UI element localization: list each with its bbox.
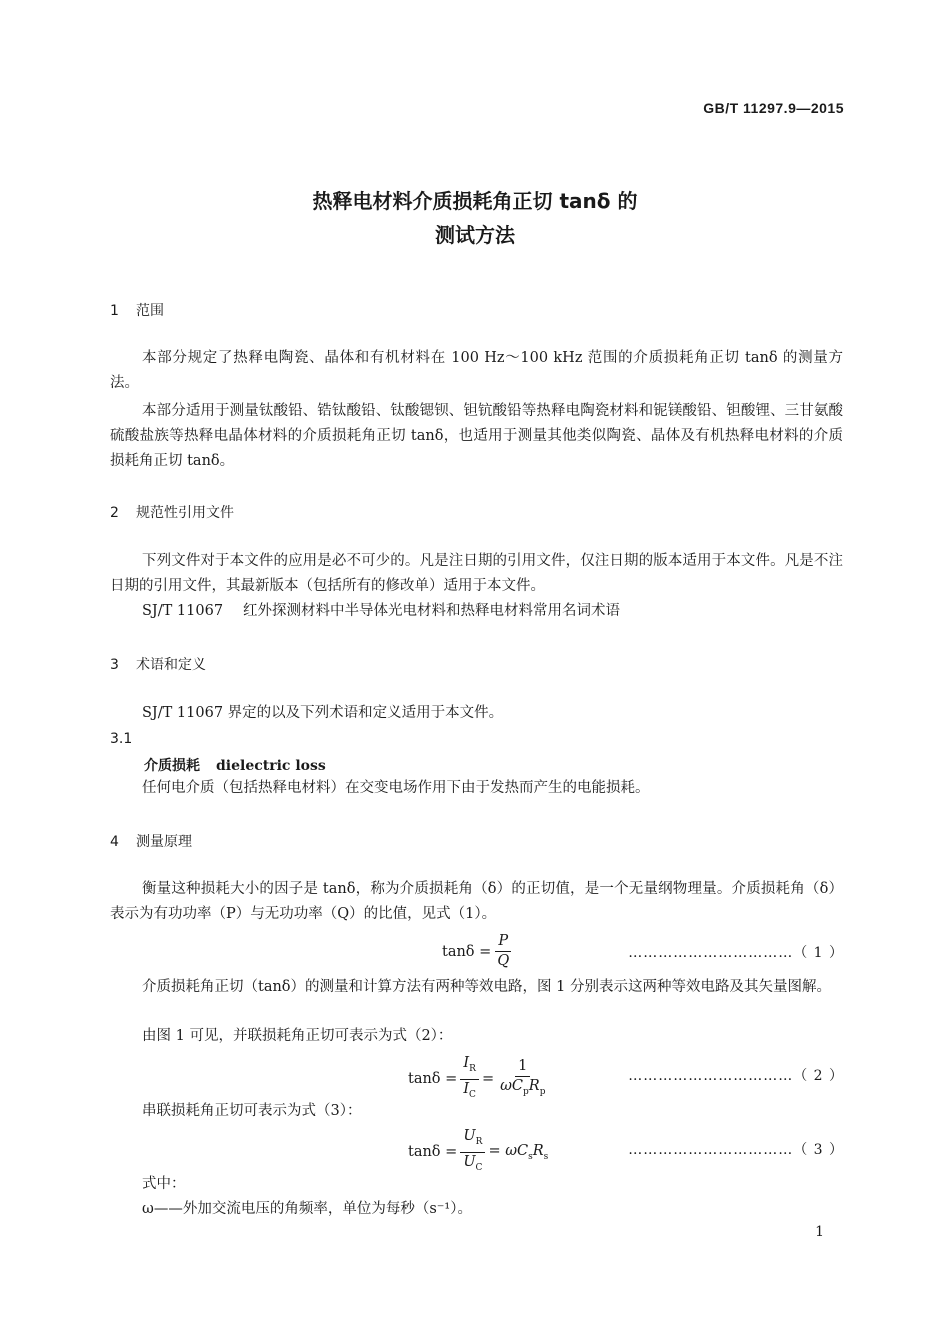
section-1-heading <box>110 300 164 320</box>
formula-lhs: tanδ = <box>408 1071 458 1088</box>
section-3-heading <box>110 654 206 674</box>
section-4-paragraph-1: 衡量这种损耗大小的因子是 tanδ，称为介质损耗角（δ）的正切值，是一个无量纲物理量。介质损耗角（δ）表示为有功功率（P）与无功功率（Q）的比值，见式（1）。 <box>110 881 843 922</box>
section-4-heading <box>110 831 192 851</box>
reference-title: 红外探测材料中半导体光电材料和热释电材料常用名词术语 <box>243 603 621 619</box>
where-label: 式中： <box>142 1176 186 1192</box>
formula-lhs: tanδ = <box>442 943 492 960</box>
section-1-paragraph-2: 本部分适用于测量钛酸铅、锆钛酸铅、钛酸锶钡、钽钪酸铅等热释电陶瓷材料和铌镁酸铅、钽酸锂、三甘氨酸硫酸盐族等热释电晶体材料的介质损耗角正切 tanδ，也适用于测量其他类似陶瓷、晶体及有机热释电材料的介质损耗角正切 tanδ。 <box>110 403 843 469</box>
numerator: P <box>495 932 511 952</box>
numerator: 1 <box>515 1057 530 1077</box>
section-number: 4 <box>110 834 119 850</box>
denominator: $I_C$ <box>463 1080 476 1100</box>
section-title: 规范性引用文件 <box>136 505 234 521</box>
section-number: 3 <box>110 657 119 673</box>
numerator: $I_R$ <box>460 1054 479 1080</box>
term-definition: 任何电介质（包括热释电材料）在交变电场作用下由于发热而产生的电能损耗。 <box>142 780 650 796</box>
term-number: 3.1 <box>110 731 133 747</box>
section-number: 1 <box>110 303 119 319</box>
document-title-line1: 热释电材料介质损耗角正切 tanδ 的 <box>312 189 638 213</box>
formula-3 <box>408 1127 548 1178</box>
section-title: 范围 <box>136 303 164 319</box>
reference-code: SJ/T 11067 <box>142 603 224 619</box>
equation-number-3: ……………………………（ 3 ） <box>628 1142 844 1158</box>
section-number: 2 <box>110 505 119 521</box>
formula-2 <box>408 1054 551 1105</box>
denominator: $U_C$ <box>463 1153 483 1173</box>
section-4-paragraph-4: 串联损耗角正切可表示为式（3）： <box>142 1103 362 1119</box>
section-2-paragraph-1: 下列文件对于本文件的应用是必不可少的。凡是注日期的引用文件，仅注日期的版本适用于本文件。凡是不注日期的引用文件，其最新版本（包括所有的修改单）适用于本文件。 <box>110 553 843 594</box>
formula-rhs: = $\omega C_sR_s$ <box>488 1142 549 1162</box>
section-1-paragraph-1: 本部分规定了热释电陶瓷、晶体和有机材料在 100 Hz～100 kHz 范围的介质损耗角正切 tanδ 的测量方法。 <box>110 350 843 391</box>
denominator: $\omega C_pR_p$ <box>500 1077 546 1097</box>
fraction <box>497 1057 548 1102</box>
term-chinese: 介质损耗 <box>144 758 200 774</box>
fraction <box>494 932 512 971</box>
equals-sign: = <box>481 1071 495 1088</box>
term-english: dielectric loss <box>216 758 326 774</box>
term-entry <box>144 755 326 775</box>
section-4-paragraph-2: 介质损耗角正切（tanδ）的测量和计算方法有两种等效电路，图 1 分别表示这两种等效电路及其矢量图解。 <box>142 979 831 995</box>
section-3-paragraph-1: SJ/T 11067 界定的以及下列术语和定义适用于本文件。 <box>142 705 504 721</box>
symbol-definition-omega: ω——外加交流电压的角频率，单位为每秒（s⁻¹）。 <box>142 1201 472 1217</box>
standard-number: GB/T 11297.9—2015 <box>703 100 844 116</box>
page-number: 1 <box>815 1224 824 1240</box>
fraction <box>460 1054 479 1105</box>
section-2-heading <box>110 502 234 522</box>
fraction <box>460 1127 485 1178</box>
equation-number-1: ……………………………（ 1 ） <box>628 945 844 961</box>
document-title-line2: 测试方法 <box>435 223 515 247</box>
section-4-paragraph-3: 由图 1 可见，并联损耗角正切可表示为式（2）： <box>142 1028 453 1044</box>
formula-1 <box>442 932 515 971</box>
section-title: 测量原理 <box>136 834 192 850</box>
numerator: $U_R$ <box>460 1127 485 1153</box>
denominator: Q <box>497 953 510 969</box>
normative-reference <box>142 599 842 624</box>
equation-number-2: ……………………………（ 2 ） <box>628 1068 844 1084</box>
formula-lhs: tanδ = <box>408 1144 458 1161</box>
section-title: 术语和定义 <box>136 657 206 673</box>
